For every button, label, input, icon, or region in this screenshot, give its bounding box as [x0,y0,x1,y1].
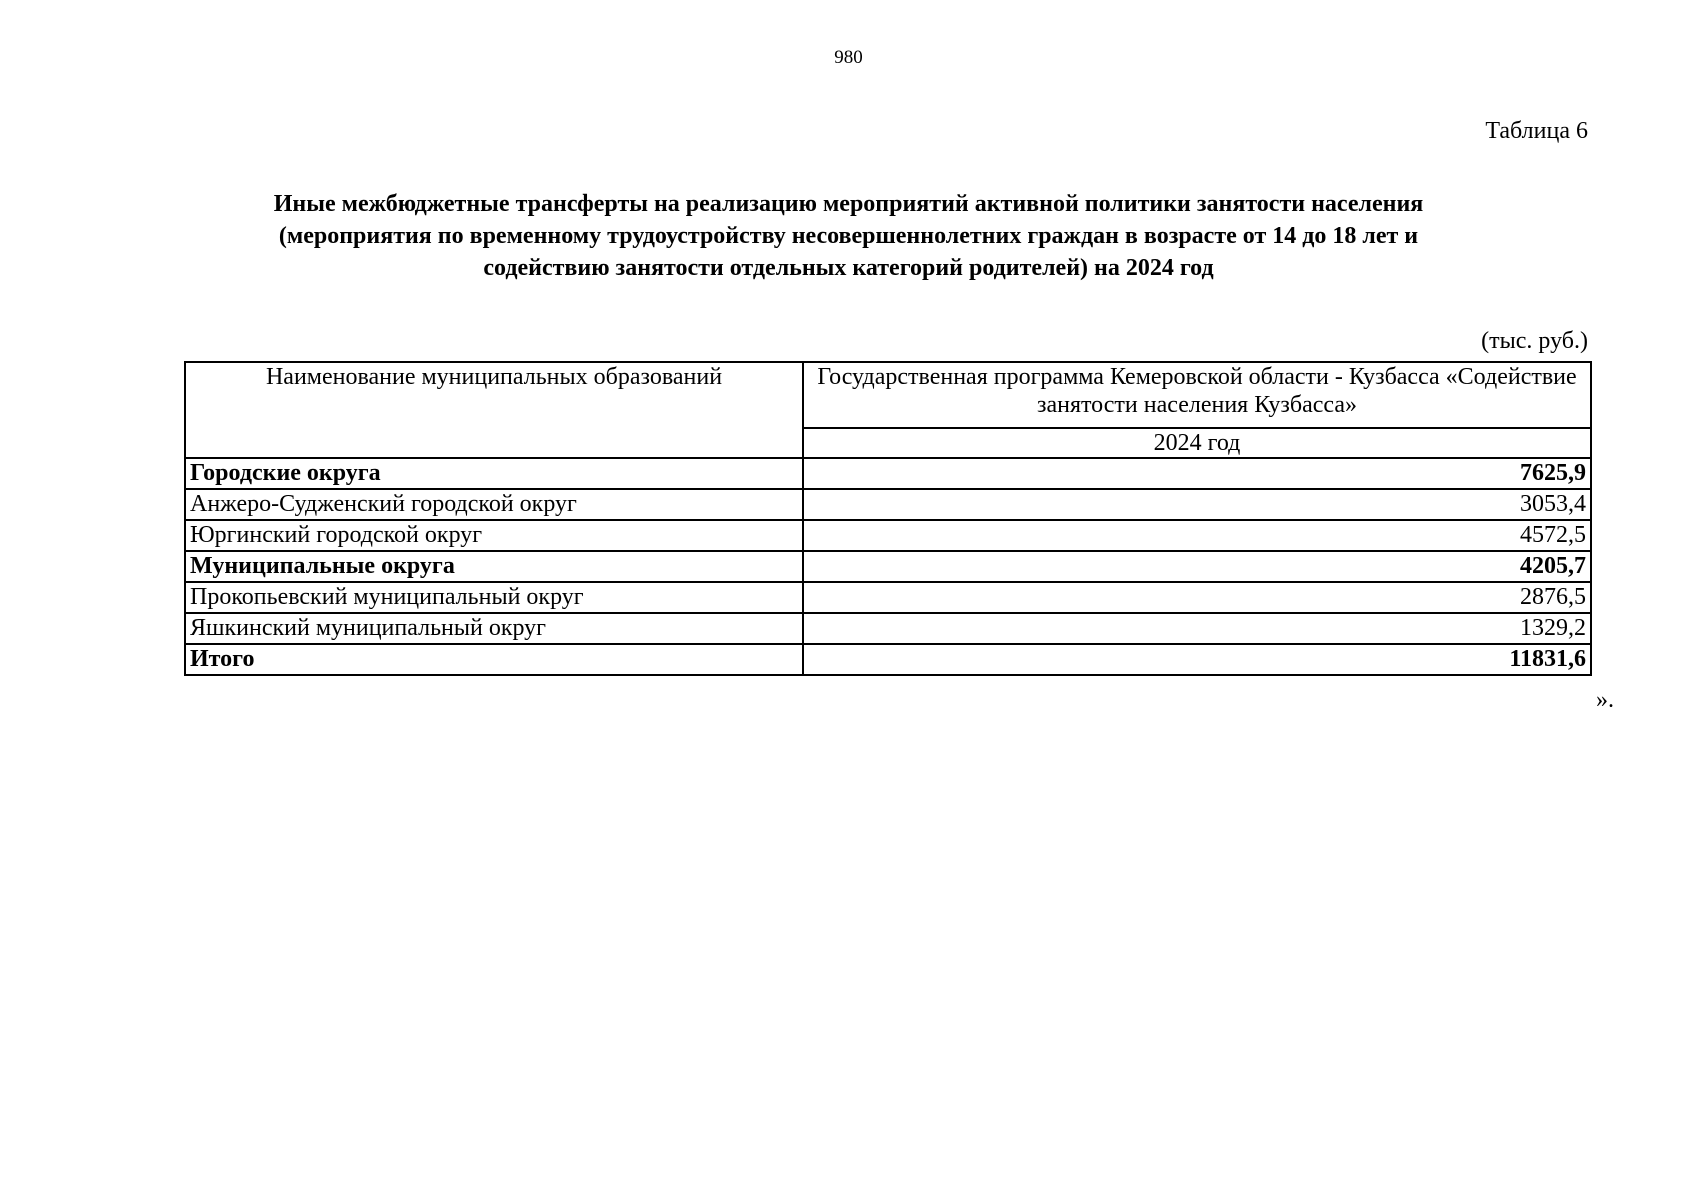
row-value: 11831,6 [803,644,1591,675]
table-row-group [185,551,1591,582]
document-title [200,188,1497,284]
table-label: Таблица 6 [1485,118,1588,144]
table-row-group [185,458,1591,489]
table-row [185,613,1591,644]
table-row [185,582,1591,613]
header-program: Государственная программа Кемеровской области - Кузбасса «Содействие занятости населения Кузбасса» [803,362,1591,428]
page-number: 980 [834,47,863,68]
row-name: Яшкинский муниципальный округ [185,613,803,644]
title-line-3: содействию занятости отдельных категорий родителей) на 2024 год [483,255,1214,281]
row-name: Юргинский городской округ [185,520,803,551]
row-name: Муниципальные округа [185,551,803,582]
table-header-row [185,362,1591,428]
row-name: Итого [185,644,803,675]
row-value: 4205,7 [803,551,1591,582]
row-name: Анжеро-Судженский городской округ [185,489,803,520]
header-municipality-name: Наименование муниципальных образований [185,362,803,458]
row-name: Городские округа [185,458,803,489]
row-value: 4572,5 [803,520,1591,551]
units-label: (тыс. руб.) [1481,328,1588,354]
row-value: 7625,9 [803,458,1591,489]
title-line-1: Иные межбюджетные трансферты на реализацию мероприятий активной политики занятости населения [273,191,1424,217]
table-row-total [185,644,1591,675]
row-name: Прокопьевский муниципальный округ [185,582,803,613]
transfers-table [184,361,1592,676]
closing-quote-mark: ». [1596,687,1614,713]
table-row [185,489,1591,520]
table-row [185,520,1591,551]
title-line-2: (мероприятия по временному трудоустройству несовершеннолетних граждан в возрасте от 14 до 18 лет и [278,223,1419,249]
row-value: 1329,2 [803,613,1591,644]
row-value: 2876,5 [803,582,1591,613]
header-year: 2024 год [803,428,1591,458]
row-value: 3053,4 [803,489,1591,520]
